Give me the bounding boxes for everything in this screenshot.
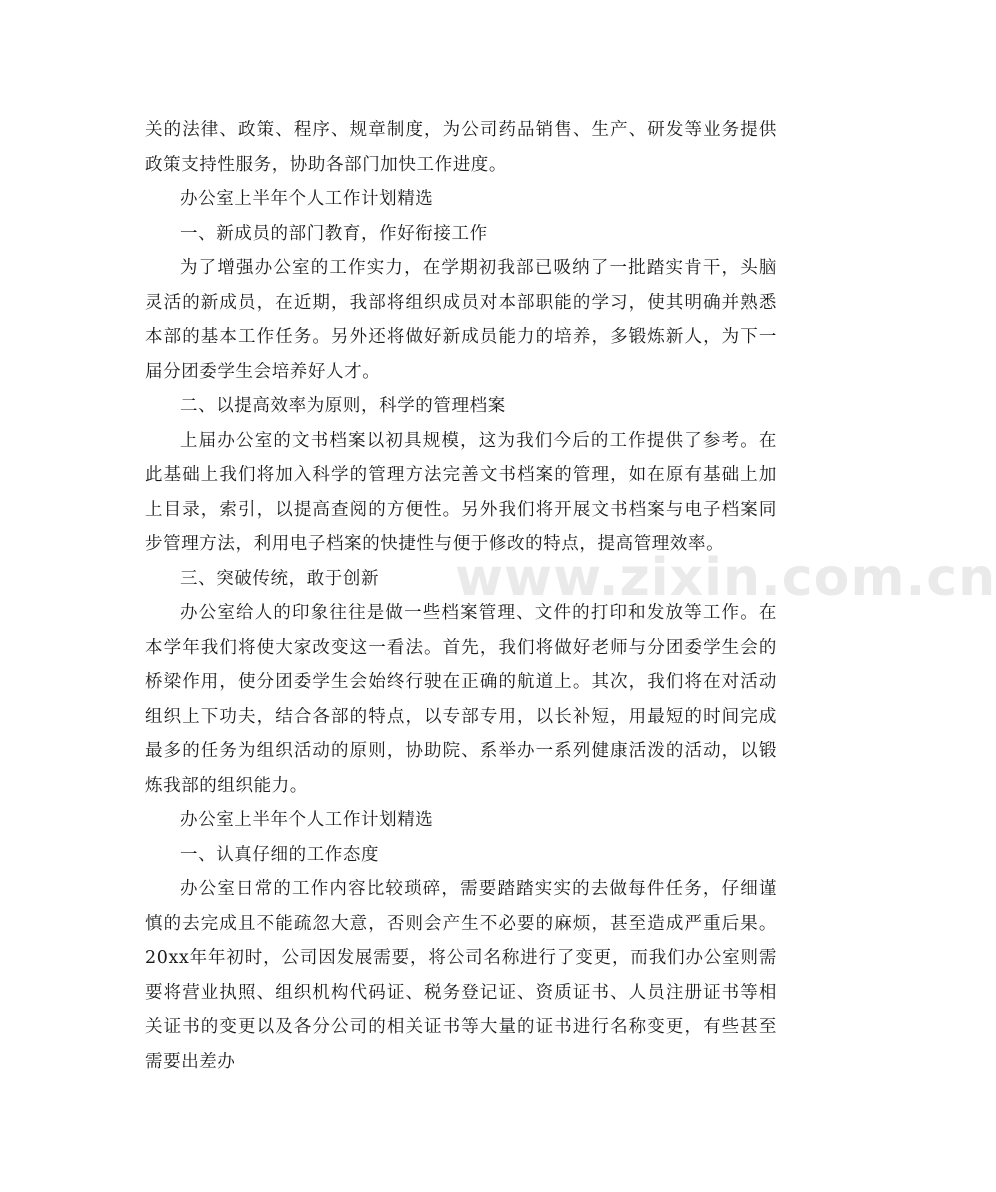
paragraph: 办公室日常的工作内容比较琐碎，需要踏踏实实的去做每件任务，仔细谨慎的去完成且不能疏忽大意，否则会产生不必要的麻烦，甚至造成严重后果。20xx年年初时，公司因发展需要，将公司名称进行了变更，而我们办公室则需要将营业执照、组织机构代码证、税务登记证、资质证书、人员注册证书等相关证书的变更以及各分公司的相关证书等大量的证书进行名称变更，有些甚至需要出差办 xyxy=(145,879,777,1072)
paragraph-continuation: 关的法律、政策、程序、规章制度，为公司药品销售、生产、研发等业务提供政策支持性服务，协助各部门加快工作进度。 xyxy=(145,120,777,175)
section-heading: 一、认真仔细的工作态度 xyxy=(180,844,380,865)
paragraph: 上届办公室的文书档案以初具规模，这为我们今后的工作提供了参考。在此基础上我们将加入科学的管理方法完善文书档案的管理，如在原有基础上加上目录，索引，以提高查阅的方便性。另外我们将开展文书档案与电子档案同步管理方法，利用电子档案的快捷性与便于修改的特点，提高管理效率。 xyxy=(145,430,777,554)
document-body xyxy=(145,113,777,1079)
section-heading: 一、新成员的部门教育，作好衔接工作 xyxy=(180,223,488,244)
paragraph: 办公室给人的印象往往是做一些档案管理、文件的打印和发放等工作。在本学年我们将使大家改变这一看法。首先，我们将做好老师与分团委学生会的桥梁作用，使分团委学生会始终行驶在正确的航道上。其次，我们将在对活动组织上下功夫，结合各部的特点，以专部专用，以长补短，用最短的时间完成最多的任务为组织活动的原则，协助院、系举办一系列健康活泼的活动，以锻炼我部的组织能力。 xyxy=(145,603,777,796)
section-heading: 三、突破传统，敢于创新 xyxy=(180,568,380,589)
paragraph: 为了增强办公室的工作实力，在学期初我部已吸纳了一批踏实肯干，头脑灵活的新成员，在近期，我部将组织成员对本部职能的学习，使其明确并熟悉本部的基本工作任务。另外还将做好新成员能力的培养，多锻炼新人，为下一届分团委学生会培养好人才。 xyxy=(145,258,777,382)
section-title: 办公室上半年个人工作计划精选 xyxy=(180,810,434,830)
watermark-text: www.zixin.com.cn xyxy=(455,548,996,608)
section-title: 办公室上半年个人工作计划精选 xyxy=(180,189,434,209)
section-heading: 二、以提高效率为原则，科学的管理档案 xyxy=(180,396,506,416)
